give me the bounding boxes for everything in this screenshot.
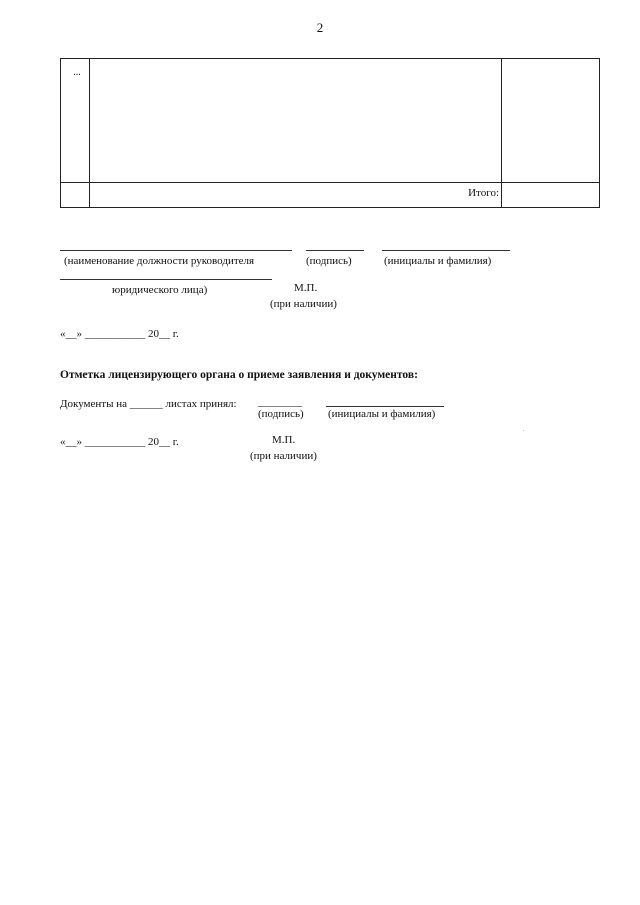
accepted-stamp-note: (при наличии) <box>250 450 317 462</box>
accepted-signature-caption: (подпись) <box>258 408 304 420</box>
accepted-name-line <box>326 406 444 407</box>
license-mark-title: Отметка лицензирующего органа о приеме заявления и документов: <box>60 369 418 381</box>
accepted-signature-blank: ________ <box>258 396 302 408</box>
page-number: 2 <box>316 20 324 35</box>
table-column-divider <box>89 59 90 207</box>
table-row-divider <box>61 182 599 183</box>
signature-line <box>306 250 364 251</box>
position-caption-2: юридического лица) <box>112 284 208 296</box>
document-table <box>60 58 600 208</box>
table-column-divider <box>501 59 502 207</box>
signature-caption: (подпись) <box>306 255 352 267</box>
position-line-2 <box>60 279 272 280</box>
stamp-note: (при наличии) <box>270 298 337 310</box>
table-row-number: ... <box>73 67 81 78</box>
documents-accepted-text: Документы на ______ листах принял: <box>60 398 237 410</box>
table-total-label: Итого: <box>468 187 499 199</box>
scan-speck <box>523 430 524 431</box>
name-line <box>382 250 510 251</box>
date-field: «__» ___________ 20__ г. <box>60 328 179 340</box>
accepted-stamp-label: М.П. <box>272 434 296 446</box>
accepted-date-field: «__» ___________ 20__ г. <box>60 436 179 448</box>
name-caption: (инициалы и фамилия) <box>384 255 492 267</box>
stamp-label: М.П. <box>294 282 318 294</box>
position-line <box>60 250 292 251</box>
position-caption: (наименование должности руководителя <box>64 255 255 267</box>
accepted-name-caption: (инициалы и фамилия) <box>328 408 436 420</box>
